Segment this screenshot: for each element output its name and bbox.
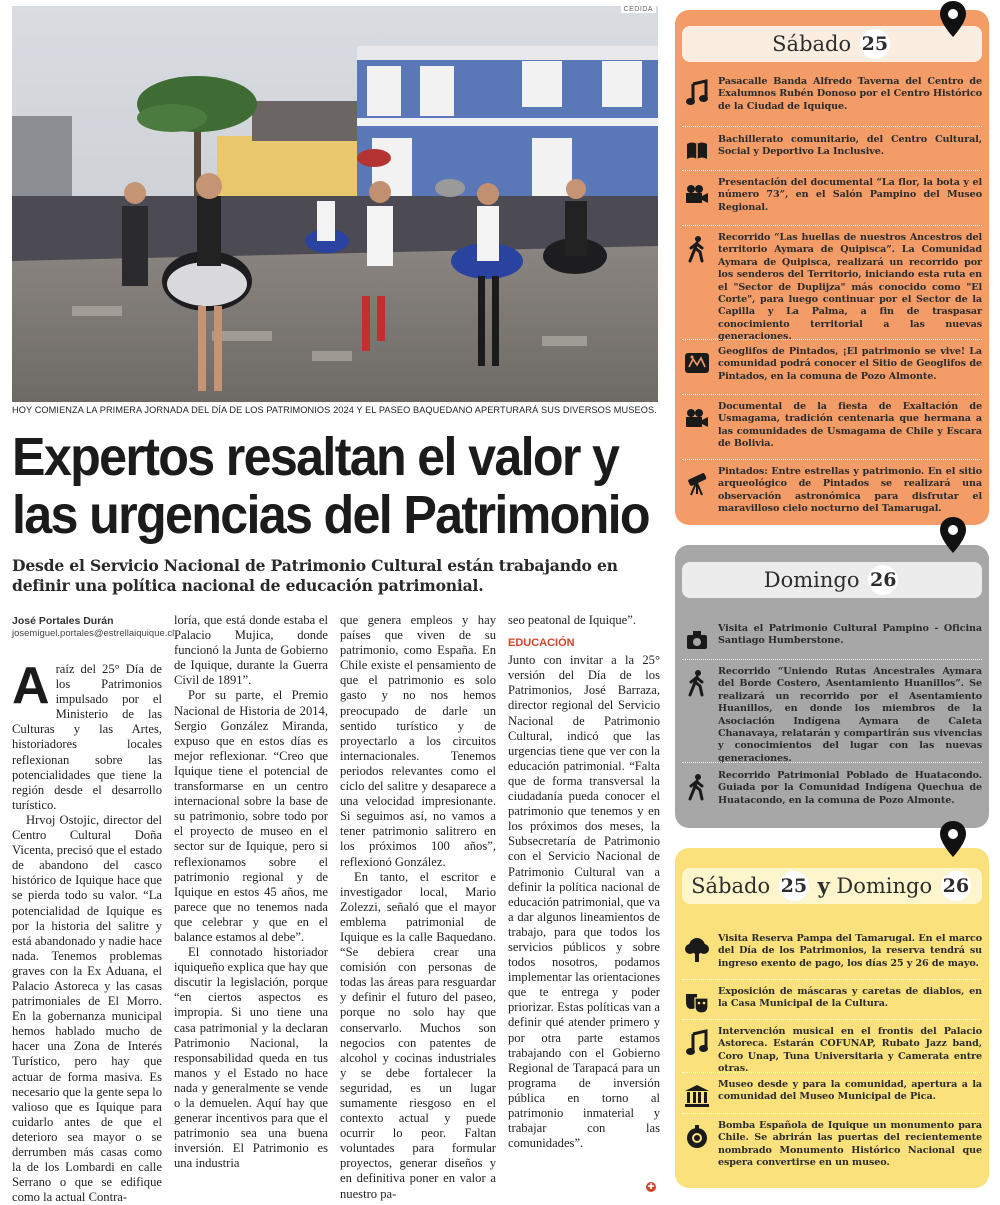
day-label: Domingo [836, 874, 933, 898]
theater-masks-icon [684, 990, 710, 1016]
photo-credit: CEDIDA [621, 6, 656, 13]
day-header [682, 562, 982, 598]
event-item [682, 134, 982, 164]
tree-icon [684, 937, 710, 963]
article-paragraph: Araíz del 25° Día de los Patrimonios impulsado por el Ministerio de las Culturas y las Artes, historiadores locales reflexionan sobre las potencialidades que tiene la región desde el desarrollo turístico. [12, 657, 162, 812]
section-subhead: EDUCACIÓN [508, 637, 575, 650]
event-text: Visita el Patrimonio Cultural Pampino - Oficina Santiago Humberstone. [718, 623, 982, 647]
event-item [682, 666, 982, 765]
event-text: Pasacalle Banda Alfredo Taverna del Centro de Exalumnos Rubén Donoso por el Centro Histórico de la Ciudad de Iquique. [718, 76, 982, 112]
article-paragraph: Junto con invitar a la 25° versión del Día de los Patrimonios, José Barraza, director regional del Servicio Nacional de Patrimonio Cultural, indicó que las urgencias tiene que ver con la educación patrimonial. “Falta que de forma transversal la ciudadanía pueda conocer el patrimonio que tenemos y en los próximos dos meses, la Subsecretaría de Patrimonio con el Servicio Nacional de Patrimonio Cultural van a definir la política nacional de educación patrimonial, que va a dar algunos lineamientos de trabajo, para que todos los servicios públicos y sobre todos nosotros, podamos implementar las orientaciones que te entrega y poder priorizar. Estas políticas van a definir qué atender primero y por otra parte estamos trabajando con el Gobierno Regional de Tarapacá para un programa de inversión pública en torno al patrimonio inmaterial y trabajar con las comunidades”. [508, 653, 660, 1151]
telescope-icon [684, 470, 710, 496]
day-number: 26 [941, 871, 971, 901]
video-camera-icon [684, 181, 710, 207]
event-text: Presentación del documental “La flor, la bota y el número 73”, en el Salón Pampino del Museo Regional. [718, 177, 982, 213]
article-paragraph: En tanto, el escritor e investigador local, Mario Zolezzi, señaló que el mayor emblema patrimonial de Iquique es la calle Baquedano. “Se debiera crear una comisión con personas de todas las áreas para resguardar y definir el futuro del paseo, porque no solo hay que conservarlo. Muchos son negocios con patentes de alcohol y cocinas industriales y se debe fortalecer la seguridad, es un lugar sumamente riesgoso en el contexto actual y puede ocurrir lo peor. Faltan voluntades para formular proyectos, generar diseños y en definitiva poner en valor a nuestro pa- [340, 869, 496, 1201]
article-paragraph: El connotado historiador iquiqueño explica que hay que discutir la legislación, porque “en ciertos aspectos es impropia. Si uno tiene una casa patrimonial y la declaran Patrimonio Nacional, la responsabilidad queda en tus manos y el Estado no hace nada y generalmente se vende o la demuelen. Aquí hay que generar incentivos para que el patrimonio sea una buena inversión. El Patrimonio es una industria [174, 945, 328, 1171]
divider [682, 170, 982, 171]
divider [682, 339, 982, 340]
music-note-icon [684, 1030, 710, 1056]
event-text: Intervención musical en el frontis del Palacio Astoreca. Estarán COFUNAP, Rubato Jazz band, Coro Unap, Tuna Universitaria y Camerata entre otras. [718, 1026, 982, 1075]
day-number: 26 [868, 565, 898, 595]
headline-line-2: las urgencias del Patrimonio [12, 485, 649, 545]
photo-caption: HOY COMIENZA LA PRIMERA JORNADA DEL DÍA DE LOS PATRIMONIOS 2024 Y EL PASEO BAQUEDANO APERTURARÁ SUS DIVERSOS MUSEOS. [12, 405, 657, 415]
day-number: 25 [860, 29, 890, 59]
museum-icon [684, 1083, 710, 1109]
divider [682, 659, 982, 660]
video-camera-icon [684, 405, 710, 431]
schedule-both-days [675, 848, 989, 1188]
day-label: Sábado [691, 874, 771, 898]
event-text: Geoglifos de Pintados, ¡El patrimonio se vive! La comunidad podrá conocer el Sitio de Geoglifos de Pintados, en la comuna de Pozo Almonte. [718, 346, 982, 382]
event-item [682, 770, 982, 807]
schedule-sunday [675, 545, 989, 828]
end-of-article-icon: ✚ [647, 1182, 655, 1191]
divider [682, 126, 982, 127]
street-dance-photo [12, 6, 658, 402]
byline-email[interactable]: josemiguel.portales@estrellaiquique.cl [12, 628, 175, 639]
divider [682, 979, 982, 980]
event-item [682, 401, 982, 451]
divider [682, 1113, 982, 1114]
event-text: Visita Reserva Pampa del Tamarugal. En el marco del Día de los Patrimonios, la reserva tendrá su ingreso exento de pago, los días 25 y 26 de mayo. [718, 933, 982, 969]
geoglyph-icon [684, 350, 710, 376]
event-item [682, 1079, 982, 1109]
walking-person-icon [684, 774, 710, 800]
event-text: Recorrido “Las huellas de nuestros Ancestros del territorio Aymara de Quipisca”. La Comunidad Aymara de Quipisca, realizará un recorrido por los senderos del Territorio, iniciando esta ruta en el "Sector de Duplijza" más conocido como "El Corte", para luego continuar por el Sector de la Capilla y La Palma, a fin de traspasar conocimiento territorial a las nuevas generaciones. [718, 232, 982, 343]
book-icon [684, 138, 710, 164]
divider [682, 459, 982, 460]
event-text: Bachillerato comunitario, del Centro Cultural, Social y Deportivo La Inclusive. [718, 134, 982, 158]
location-pin-icon [938, 820, 968, 858]
event-text: Exposición de máscaras y caretas de diablos, en la Casa Municipal de la Cultura. [718, 986, 982, 1010]
deck: Desde el Servicio Nacional de Patrimonio Cultural están trabajando en definir una política nacional de educación patrimonial. [12, 556, 618, 595]
day-number: 25 [779, 871, 809, 901]
location-pin-icon [938, 516, 968, 554]
walking-person-icon [684, 236, 710, 262]
day-header [682, 26, 982, 62]
music-note-icon [684, 80, 710, 106]
location-pin-icon [938, 0, 968, 38]
article-column-3 [340, 613, 496, 1201]
day-header [682, 868, 982, 904]
event-text: Recorrido “Uniendo Rutas Ancestrales Aymara del Borde Costero, Asentamiento Huanillos”. Se realizará un recorrido por el Asentamiento Huanillos, en donde los miembros de la Asociación Indígena Aymara de Caleta Chanavaya, relatarán y compartirán sus vivencias y conocimientos del lugar con las nuevas generaciones. [718, 666, 982, 764]
article-paragraph: seo peatonal de Iquique”. [508, 613, 636, 627]
event-text: Bomba Española de Iquique un monumento para Chile. Se abrirán las puertas del recientemente nombrado Monumento Histórico Nacional que espera convertirse en un museo. [718, 1120, 982, 1169]
schedule-saturday [675, 10, 989, 525]
article-column-2 [174, 613, 328, 1197]
divider [682, 225, 982, 226]
event-item [682, 346, 982, 383]
event-item [682, 232, 982, 344]
article-column-1 [12, 657, 163, 1205]
bomb-icon [684, 1124, 710, 1150]
event-item [682, 933, 982, 970]
event-item [682, 1026, 982, 1076]
article-paragraph: que genera empleos y hay países que viven de su patrimonio, como España. En Chile existe el pensamiento de que el patrimonio es solo gasto y no nos hemos preocupado de darle un sentido turístico y de proyectarlo a los circuitos internacionales. Tenemos periodos relevantes como el ciclo del salitre y desaparece a una velocidad impresionante. Si seguimos así, no vamos a tener patrimonio salitrero en los próximos 100 años”, reflexionó González. [340, 613, 496, 869]
divider [682, 1019, 982, 1020]
day-label: Domingo [763, 568, 860, 592]
event-item [682, 76, 982, 113]
headline-line-1: Expertos resaltan el valor y [12, 427, 619, 487]
event-text: Museo desde y para la comunidad, apertura a la comunidad del Museo Municipal de Pica. [718, 1079, 982, 1103]
event-item [682, 986, 982, 1016]
headline [12, 427, 649, 545]
divider [682, 1072, 982, 1073]
event-item [682, 177, 982, 214]
divider [682, 394, 982, 395]
event-text: Recorrido Patrimonial Poblado de Huatacondo. Guiada por la Comunidad Indígena Quechua de Huatacondo, en la comuna de Pozo Almonte. [718, 770, 982, 806]
day-label: Sábado [772, 32, 852, 56]
event-text: Pintados: Entre estrellas y patrimonio. En el sitio arqueológico de Pintados se realizará una observación astronómica para disfrutar el maravilloso cielo nocturno del Tamarugal. [718, 466, 982, 515]
article-paragraph: Por su parte, el Premio Nacional de Historia de 2014, Sergio González Miranda, expuso que en estos días es mejor reflexionar. “Creo que Iquique tiene el potencial de transformarse en un centro internacional sobre la base de su patrimonio, sobre todo por el proyecto de museo en el sector sur de Iquique, pero si reflexionamos sobre el patrimonio regional y de Iquique en estos 45 años, me parece que no tenemos nada que celebrar y que en el balance estamos al debe”. [174, 688, 328, 944]
event-item [682, 623, 982, 653]
divider [682, 762, 982, 763]
lead-photo [12, 6, 658, 402]
event-text: Documental de la fiesta de Exaltación de Usmagama, tradición centenaria que hermana a las comunidades de Usmagama de Chile y Escara de Bolivia. [718, 401, 982, 450]
article-paragraph: loría, que está donde estaba el Palacio Mujica, donde funcionó la Junta de Gobierno de Iquique, durante la Guerra Civil de 1891”. [174, 613, 328, 688]
event-item [682, 466, 982, 516]
photo-camera-icon [684, 627, 710, 653]
day-connector: y [817, 873, 830, 898]
event-item [682, 1120, 982, 1170]
byline-author: José Portales Durán [12, 615, 114, 627]
article-paragraph: Hrvoj Ostojic, director del Centro Cultural Doña Vicenta, precisó que el estado de abandono del casco histórico de Iquique hace que se pierda todo su valor. “La potencialidad de Iquique es por la historia del salitre y está abandonado y nadie hace nada. Tenemos problemas graves con la Ex Aduana, el Palacio Astoreca y las casas patrimoniales de El Morro. En la gobernanza municipal hemos hablado mucho de hacer una Zona de Interés Turístico, pero hay que actuar de forma masiva. Es necesario que la gente sepa lo valioso que es Iquique para cuidarlo antes de que el deterioro sea mayor o se derrumben más casas como la de los Lombardi en calle Serrano o que se edifique como la actual Contra- [12, 812, 163, 1205]
walking-person-icon [684, 670, 710, 696]
article-column-4 [508, 613, 660, 1197]
drop-cap: A [12, 657, 50, 715]
